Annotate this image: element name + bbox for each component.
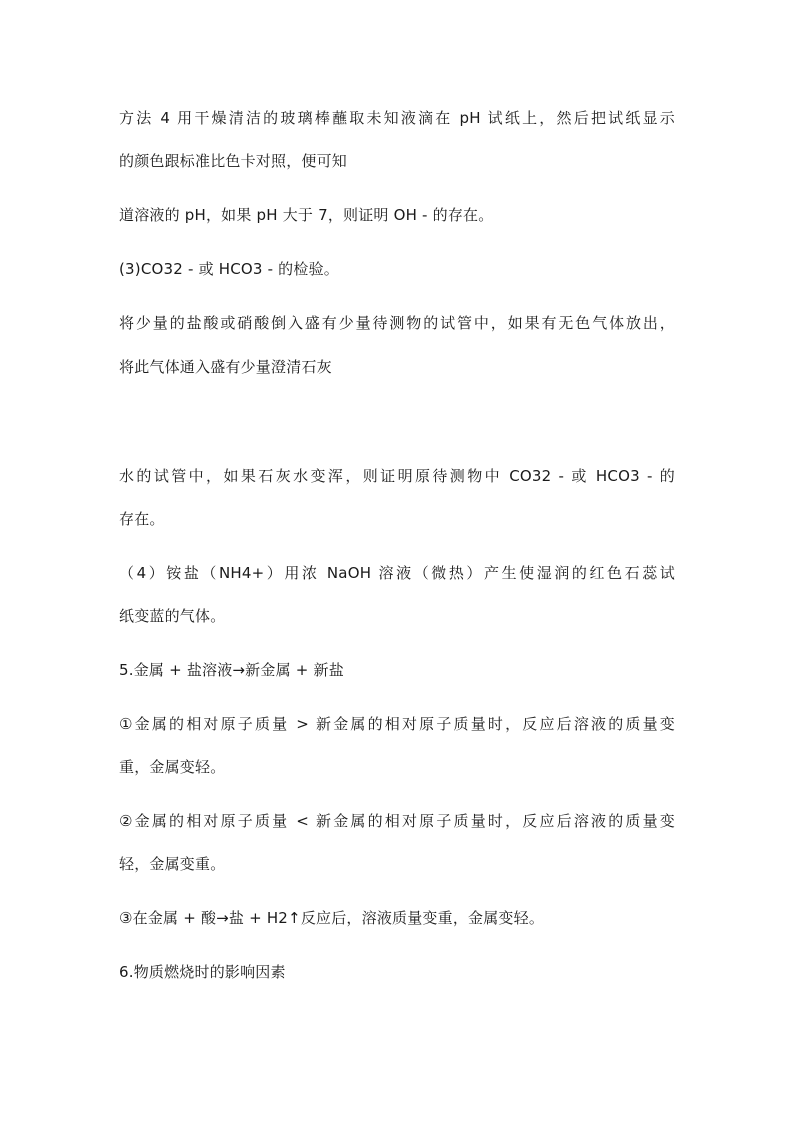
section-6-heading: 6.物质燃烧时的影响因素 [119,963,286,981]
paragraph-1-line-1: 方法 4 用干燥清洁的玻璃棒蘸取未知液滴在 pH 试纸上，然后把试纸显示 [119,109,675,127]
paragraph-9-line-2: 轻，金属变重。 [119,855,226,873]
paragraph-5-line-2: 存在。 [119,510,165,528]
paragraph-2-line-1: 道溶液的 pH，如果 pH 大于 7，则证明 OH - 的存在。 [119,206,494,224]
paragraph-6-line-2: 纸变蓝的气体。 [119,607,226,625]
section-5-heading: 5.金属 + 盐溶液→新金属 + 新盐 [119,661,344,679]
paragraph-8-line-2: 重，金属变轻。 [119,758,226,776]
paragraph-10-line-1: ③在金属 + 酸→盐 + H2↑反应后，溶液质量变重，金属变轻。 [119,909,545,927]
paragraph-3-line-1: (3)CO32 - 或 HCO3 - 的检验。 [119,260,339,278]
paragraph-5-line-1: 水的试管中，如果石灰水变浑，则证明原待测物中 CO32 - 或 HCO3 - 的 [119,467,675,485]
paragraph-1-line-2: 的颜色跟标准比色卡对照，便可知 [119,152,348,170]
paragraph-9-line-1: ②金属的相对原子质量 < 新金属的相对原子质量时，反应后溶液的质量变 [119,812,675,830]
paragraph-6-line-1: （4）铵盐（NH4+）用浓 NaOH 溶液（微热）产生使湿润的红色石蕊试 [119,564,675,582]
paragraph-4-line-2: 将此气体通入盛有少量澄清石灰 [119,358,332,376]
paragraph-8-line-1: ①金属的相对原子质量 > 新金属的相对原子质量时，反应后溶液的质量变 [119,715,675,733]
paragraph-4-line-1: 将少量的盐酸或硝酸倒入盛有少量待测物的试管中，如果有无色气体放出， [119,314,675,332]
